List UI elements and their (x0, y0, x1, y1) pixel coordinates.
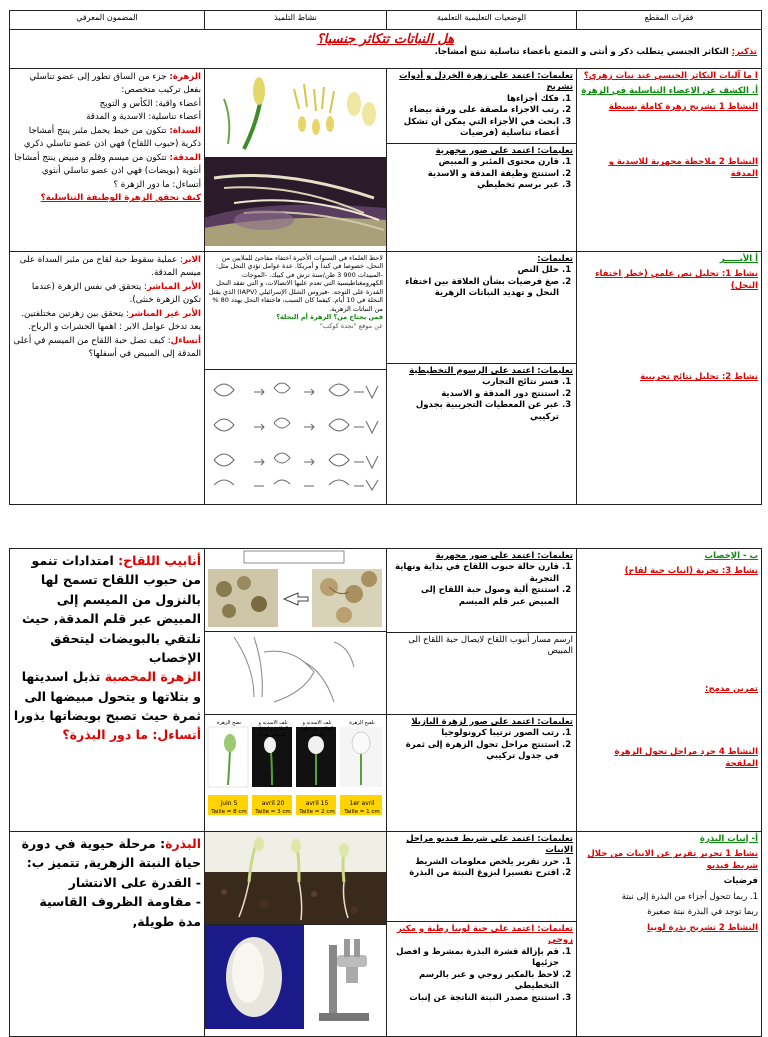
image-cell-1 (205, 69, 387, 252)
pistil-outline-diagram (205, 632, 386, 715)
pea-flower-photos (205, 715, 386, 827)
image-cell-3 (205, 549, 387, 832)
know1-pistil-label: المدقة: (169, 152, 201, 163)
seedling-photo (205, 832, 386, 925)
image-cell-4 (205, 832, 387, 1037)
pea-label-1: تلقيح الزهرة (349, 720, 375, 726)
seq1-activity2: النشاط 2 ملاحظة مجهرية للاسدية و المدقة (608, 157, 758, 179)
instr3a-list (390, 562, 573, 608)
list-item: 2. رتب الاجزاء ملصقة على ورقة بيضاء (390, 105, 559, 116)
seq3-activity3: نشاط 3: تجربة (انبات حبة لقاح) (624, 566, 758, 577)
reminder-text: التكاثر الجنسي يتطلب ذكر و أنثى و التمتع بأعضاء تناسلية تنتج أمشاجا. (434, 47, 732, 57)
know-cell-2 (10, 252, 205, 505)
instr1-head: تعليمات: اعتمد على زهرة الخردل و أدوات تشريح (399, 71, 573, 93)
seq4-hyp2: ربما توجد في البذرة نبتة صغيرة (647, 907, 758, 918)
know-cell-3 (10, 549, 205, 832)
know1-stamen-label: السداة: (169, 125, 201, 136)
instr2a-head: تعليمات: (537, 254, 573, 264)
list-item: 2. استنتج مراحل تحول الزهرة إلى ثمرة في جدول تركيبي (390, 740, 559, 763)
list-item: 3. عبر عن المعطيات التجريبية بجدول تركيبي (390, 400, 559, 423)
stamen-micrograph-image (205, 158, 386, 244)
row-flower-organs (10, 69, 762, 252)
seq-cell-2 (577, 252, 762, 505)
pea-size-1: Taille = 1 cm (344, 809, 380, 815)
list-item: 2. صغ فرضيات بشأن العلاقة بين اختفاء النحل و تهديد النباتات الزهرية (390, 277, 559, 300)
bee-article-source: عن موقع "نجدة كوكب" (319, 321, 383, 330)
know1-question: أتساءل: ما دور الزهرة ؟ (113, 179, 201, 190)
bee-article-text: لاحظ العلماء في السنوات الأخيرة اختفاء مفاجئ للملايين من النحل، خصوصا في كندا و أمريكا. عدة عوامل تؤدي النحل مثل: -المبيدات 900 3 طن/سنة ترش في كبيك. -الموجات الكهرومغناطيسية التي تعدم عليها الاتصالات، و التي تفقد النحل القدرة على التوجه. -فيروس الشلل الإسرائيلي (IAPV) الذي يقتل النحلة في 10 أيام. كيفما كان السبب، فاختفاء النحل يهدد 80 % من النباتات الزهرية. (208, 254, 383, 313)
pea-date-2: 15 avril (305, 800, 329, 807)
know2-q-text: : كيف تصل حبة اللقاح من الميسم في أعلى المدقة إلى المبيض في أسفلها؟ (13, 335, 201, 360)
list-item: 1. قارن محتوى المئبر و المبيض (390, 157, 559, 168)
list-item: 1. قم بإزالة قشرة البذرة بمشرط و افصل جزئيها (390, 947, 559, 970)
row-fertilization (10, 549, 762, 832)
instr2b-list (390, 377, 573, 423)
reminder (14, 47, 757, 57)
seq3-activity4: النشاط 4 جرد مراحل تحول الزهرة الملقحة (614, 747, 758, 769)
instr-cell-2 (387, 252, 577, 505)
seq4-hypotheses: فرضيات (723, 876, 758, 887)
lesson-table-top (9, 10, 762, 505)
know1-line2: أعضاء واقية: الكأس و التويج (99, 98, 201, 109)
list-item: 1. رتب الصور ترتيبا كرونولوجيا (390, 728, 559, 739)
title-row (10, 30, 762, 69)
know-cell-4 (10, 832, 205, 1037)
know1-flower-text: جزء من الساق تطور إلى عضو تناسلي بفعل تركيب متخصص: (29, 72, 201, 96)
list-item: 1. حلل النص (390, 265, 559, 276)
list-item: 1. قارن حالة حبوب اللقاح في بداية ونهاية التجربة (390, 562, 559, 585)
know1-flower-label: الزهرة: (169, 72, 201, 82)
image-cell-2 (205, 252, 387, 505)
pea-size-3: Taille = 3 cm (255, 809, 291, 815)
table-header-row (10, 11, 762, 30)
instr1-list (390, 94, 573, 140)
instr3b-head: تعليمات: اعتمد على صور لزهرة البازيلا (411, 717, 573, 727)
bee-article-question: فمن يحتاج من؟ الزهرة أم النحلة؟ (276, 313, 383, 322)
instr2a-list (390, 265, 573, 299)
know4-line2: - مقاومة الظروف القاسية مدة طويلة, (39, 894, 201, 929)
experiment-diagrams (205, 370, 386, 498)
bee-article (205, 252, 386, 370)
seq-cell-3 (577, 549, 762, 832)
list-item: 2. استنتج وظيفة المدقة و الاسدية (390, 169, 559, 180)
lesson-table-bottom (9, 548, 762, 1037)
list-item: 3. استنتج مصدر النبتة الناتجة عن إنبات (390, 993, 559, 1004)
know2-direct-text: : يتحقق في نفس الزهرة (عندما تكون الزهرة خنثى). (31, 281, 201, 306)
seq-cell-4 (577, 832, 762, 1037)
pea-date-1: 1er avril (349, 800, 375, 807)
seq2-title: أ الأبـــــر (719, 254, 758, 264)
know2-direct-label: الأبر المباشر (147, 281, 201, 292)
pea-label-3: تلف الاسدية و البتلات و ازدياد المبيض طولا (257, 720, 289, 738)
seed-and-stereo-microscope (205, 925, 386, 1029)
know1-stamen-text: تتكون من خيط يحمل مئبر ينتج أمشاجا ذكرية (حبوب اللقاح) فهي اذن عضو تناسلي ذكري (23, 125, 201, 150)
list-item: 1. حرر تقرير يلخص معلومات الشريط (390, 857, 559, 868)
list-item: 3. عبر برسم تخطيطي (390, 180, 559, 191)
pea-label-2: تلف الاسدية و البتلات مع تطور المبيض (300, 720, 334, 738)
seq3-exercise: تمرين مدمج: (705, 683, 758, 694)
pea-date-3: 20 avril (261, 800, 285, 807)
instr-cell-1 (387, 69, 577, 252)
know-cell-1 (10, 69, 205, 252)
list-item: 1. فسر نتائج التجارب (390, 377, 559, 388)
list-item: 2. لاحظ بالمكبر زوجي و عبر بالرسم التخطيطي (390, 970, 559, 993)
row-germination (10, 832, 762, 1037)
instr2-list (390, 157, 573, 191)
know2-indirect-text: : يتحقق بين زهرتين مختلفتين. يعد تدخل عوامل الابر : اهمها الحشرات و الرياح. (21, 308, 201, 333)
lesson-title: هل النباتات تتكاثر جنسيا؟ (316, 32, 455, 47)
instr4b-list (390, 947, 573, 1004)
seq4-activity2: النشاط 2 تشريح بذرة لوبيا (647, 922, 758, 933)
list-item: 2. استنتج ألية وصول حبة اللقاح إلى المبيض عبر قلم الميسم (390, 585, 559, 608)
dissected-flower-image (205, 69, 386, 158)
seq-cell-1 (577, 69, 762, 252)
know4-line1: - القدرة على الانتشار (68, 874, 201, 890)
draw-task: ارسم مسار أنبوب اللقاح لايصال حبة اللقاح الى المبيض (387, 633, 576, 715)
know3-question: أتساءل: ما دور البذرة؟ (62, 727, 201, 743)
know3-tube-text: امتدادات تنمو من حبوب اللقاح تسمح لها بالنزول من الميسم إلى المبيض عبر قلم المدقة, حيث تلتقي بالبويضات ليتحقق الإخصاب (22, 553, 201, 665)
list-item: 2. استنتج دور المدقة و الاسدية (390, 389, 559, 400)
know4-seed-text: : مرحلة حيوية في دورة حياة النبتة الزهرية, تتميز ب: (21, 836, 201, 871)
seq1-title: I ما آليات التكاثر الجنسي عند نبات زهري؟ (583, 71, 758, 81)
pea-label-4: نضج الزهرة (216, 720, 242, 726)
list-item: 1. فكك أجزاءها (390, 94, 559, 105)
instr3b-list (390, 728, 573, 762)
pea-size-4: Taille = 8 cm (211, 809, 247, 815)
instr2-head: تعليمات: اعتمد على صور مجهرية (435, 145, 573, 156)
know2-indirect-label: الأبر غير المباشر (129, 308, 201, 319)
seq4-activity1: نشاط 1 تحرير تقرير عن الانبات من خلال شريط فيديو (587, 849, 758, 871)
know1-line3: أعضاء تناسلية: الاسدية و المدقة (86, 112, 201, 123)
know2-pol-text: : عملية سقوط حبة لقاح من مئبر السداة على ميسم المدقة. (19, 255, 201, 279)
instr-cell-4 (387, 832, 577, 1037)
seq2-activity2: نشاط 2: تحليل نتائج تجريبية (640, 372, 758, 383)
know2-q-label: أتساءل (170, 335, 201, 346)
row-pollination (10, 252, 762, 505)
know1-pistil-text: تتكون من ميسم وقلم و مبيض ينتج أمشاجا أنثوية (بويضات) فهي اذن عضو تناسلي أنثوي (14, 152, 201, 177)
instr4b-head: تعليمات: اعتمد على حبة لوبيا رطبة و مكبر زوجي (396, 924, 573, 946)
instr2b-head: تعليمات: اعتمد على الرسوم التخطيطية (409, 365, 573, 376)
pollen-micrograph-image (205, 549, 386, 632)
know2-pol-label: الابر (182, 255, 201, 265)
reminder-label: تذكير: (731, 47, 757, 57)
know3-tube-label: أنابيب اللقاح: (118, 553, 201, 568)
know3-fert-label: الزهرة المخصبة (104, 669, 201, 685)
seq1-subtitle: أ. الكشف عن الاعضاء التناسلية في الزهرة (581, 86, 758, 97)
instr-cell-3 (387, 549, 577, 832)
header-student-activity: نشاط التلميذ (205, 11, 387, 30)
know4-seed-label: البذرة (165, 836, 201, 851)
pea-size-2: Taille = 2 cm (299, 809, 335, 815)
instr4a-head: تعليمات: اعتمد على شريط فيديو مراحل الإنبات (406, 834, 573, 856)
seq2-activity1: نشاط 1: تحليل نص علمي (خطر اختفاء النحل) (595, 269, 758, 291)
seq4-hyp1: 1. ربما تتحول أجزاء من البذرة إلى نبتة (621, 891, 758, 902)
pea-date-4: 5 juin (220, 800, 238, 807)
know1-how: كيف تحقق الزهرة الوظيفة التناسلية؟ (40, 193, 201, 204)
header-situations: الوضعيات التعليمية التعلمية (387, 11, 577, 30)
know3-fert-text: تذبل اسديتها و بتلاتها و يتحول مبيضها الى ثمرة حيث تصبح بويضاتها بذورا (13, 669, 201, 723)
seq4-title: أ- إنبات البذرة (699, 834, 758, 844)
list-item: 3. ابحث في الأجزاء التي يمكن أن تشكل أعضاء تناسلية (فرضيات (390, 117, 559, 140)
header-sections: فقرات المقطع (577, 11, 762, 30)
list-item: 2. اقترح تفسيرا لبزوغ النبتة من البذرة (390, 868, 559, 879)
instr3a-head: تعليمات: اعتمد على صور مجهرية (435, 551, 573, 561)
header-knowledge: المضمون المعرفي (10, 11, 205, 30)
seq1-activity1: النشاط 1 تشريح زهرة كاملة بسيطة (608, 101, 758, 112)
seq3-title: ب - الإخصاب (704, 551, 758, 561)
instr4a-list (390, 857, 573, 880)
